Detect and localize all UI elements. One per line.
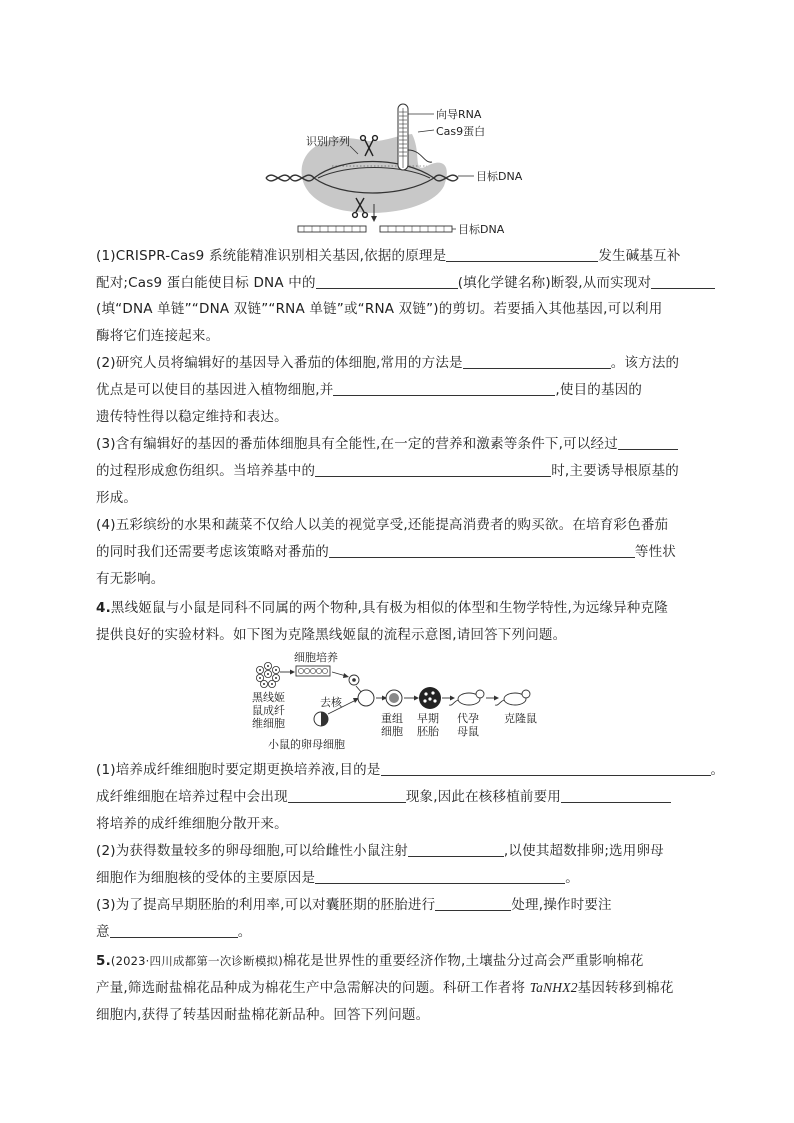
q4-p1-line3: 将培养的成纤维细胞分散开来。 xyxy=(96,816,288,832)
q3-p1-line2: 配对;Cas9 蛋白能使目标 DNA 中的 (填化学键名称)断裂,从而实现对 xyxy=(96,273,715,293)
cloned-mouse-icon xyxy=(495,690,530,705)
crispr-cas9-figure xyxy=(262,94,532,242)
q3-p2-line3: 遗传特性得以稳定维持和表达。 xyxy=(96,409,288,425)
label-surrogate-2: 母鼠 xyxy=(457,725,479,738)
answer-blank[interactable] xyxy=(446,247,598,262)
answer-blank[interactable] xyxy=(618,435,678,450)
answer-blank[interactable] xyxy=(381,761,711,776)
label-guide-rna: 向导RNA xyxy=(436,108,482,121)
label-recognition-seq: 识别序列 xyxy=(306,135,350,148)
q4-p1-line1: (1)培养成纤维细胞时要定期更换培养液,目的是 。 xyxy=(96,762,725,778)
label-target-dna-bottom: 目标DNA xyxy=(458,223,505,236)
q3-p4-line1: (4)五彩缤纷的水果和蔬菜不仅给人以美的视觉享受,还能提高消费者的购买欲。在培育彩色番茄 xyxy=(96,517,669,533)
q3-p1-line3: (填“DNA 单链”“DNA 双链”“RNA 单链”或“RNA 双链”)的剪切。若要插入其他基因,可以利用 xyxy=(96,301,663,317)
q3-p1-line1: (1)CRISPR-Cas9 系统能精准识别相关基因,依据的原理是 发生碱基互补 xyxy=(96,248,681,264)
q3-p3-line2: 的过程形成愈伤组织。当培养基中的 时,主要诱导根原基的 xyxy=(96,463,679,479)
q3-p1-line4: 酶将它们连接起来。 xyxy=(96,328,220,344)
label-donor-1: 黑线姬 xyxy=(252,691,285,704)
question-source: (2023·四川成都第一次诊断模拟) xyxy=(110,954,283,968)
answer-blank[interactable] xyxy=(408,842,504,857)
answer-blank[interactable] xyxy=(651,274,715,289)
label-embryo-2: 胚胎 xyxy=(417,725,439,738)
q4-p3-line1: (3)为了提高早期胚胎的利用率,可以对囊胚期的胚胎进行 处理,操作时要注 xyxy=(96,897,612,913)
label-donor-3: 维细胞 xyxy=(252,717,285,730)
label-cas9: Cas9蛋白 xyxy=(436,125,486,138)
dna-fragment-right xyxy=(380,226,452,232)
q4-p3-line2: 意 。 xyxy=(96,924,252,940)
surrogate-mouse-icon xyxy=(449,690,484,705)
dna-fragment-left xyxy=(298,226,366,232)
label-clone: 克隆鼠 xyxy=(504,712,537,725)
q5-line1: 5.(2023·四川成都第一次诊断模拟)棉花是世界性的重要经济作物,土壤盐分过高会严重影响棉花 xyxy=(96,953,644,969)
enucleated-egg xyxy=(358,690,374,706)
label-surrogate-1: 代孕 xyxy=(457,712,479,725)
answer-blank[interactable] xyxy=(315,462,551,477)
label-donor-2: 鼠成纤 xyxy=(252,704,285,717)
label-recomb-2: 细胞 xyxy=(381,725,403,738)
q3-p3-line3: 形成。 xyxy=(96,490,138,506)
label-recomb-1: 重组 xyxy=(381,712,403,725)
answer-blank[interactable] xyxy=(315,869,565,884)
answer-blank[interactable] xyxy=(110,923,238,938)
q4-p2-line2: 细胞作为细胞核的受体的主要原因是 。 xyxy=(96,870,579,886)
label-oocyte: 小鼠的卵母细胞 xyxy=(268,738,345,751)
answer-blank[interactable] xyxy=(561,788,671,803)
answer-blank[interactable] xyxy=(463,354,611,369)
q4-intro-line2: 提供良好的实验材料。如下图为克隆黑线姬鼠的流程示意图,请回答下列问题。 xyxy=(96,627,567,643)
q4-intro-line1: 4.黑线姬鼠与小鼠是同科不同属的两个物种,具有极为相似的体型和生物学特性,为远缘异种克隆 xyxy=(96,600,668,616)
q5-line2: 产量,筛选耐盐棉花品种成为棉花生产中急需解决的问题。科研工作者将 TaNHX2基因转移到棉花 xyxy=(96,980,674,996)
q3-p3-line1: (3)含有编辑好的基因的番茄体细胞具有全能性,在一定的营养和激素等条件下,可以经过 xyxy=(96,434,678,454)
label-embryo-1: 早期 xyxy=(417,712,439,725)
q5-line3: 细胞内,获得了转基因耐盐棉花新品种。回答下列问题。 xyxy=(96,1007,430,1023)
q4-p2-line1: (2)为获得数量较多的卵母细胞,可以给雌性小鼠注射 ,以使其超数排卵;选用卵母 xyxy=(96,843,664,859)
answer-blank[interactable] xyxy=(435,896,511,911)
answer-blank[interactable] xyxy=(333,381,555,396)
label-cell-culture: 细胞培养 xyxy=(294,651,338,664)
cloning-flow-figure xyxy=(250,650,550,758)
q3-p2-line1: (2)研究人员将编辑好的基因导入番茄的体细胞,常用的方法是 。该方法的 xyxy=(96,355,680,371)
label-target-dna-top: 目标DNA xyxy=(476,170,523,183)
q3-p4-line3: 有无影响。 xyxy=(96,571,165,587)
q3-p2-line2: 优点是可以使目的基因进入植物细胞,并 ,使目的基因的 xyxy=(96,382,643,398)
label-enucleate: 去核 xyxy=(320,696,342,709)
answer-blank[interactable] xyxy=(329,543,635,558)
question-number: 4. xyxy=(96,600,111,616)
gene-name: TaNHX2 xyxy=(529,980,578,995)
answer-blank[interactable] xyxy=(288,788,406,803)
q4-p1-line2: 成纤维细胞在培养过程中会出现 现象,因此在核移植前要用 xyxy=(96,787,671,807)
question-number: 5. xyxy=(96,953,111,969)
q3-p4-line2: 的同时我们还需要考虑该策略对番茄的 等性状 xyxy=(96,544,677,560)
answer-blank[interactable] xyxy=(316,274,458,289)
